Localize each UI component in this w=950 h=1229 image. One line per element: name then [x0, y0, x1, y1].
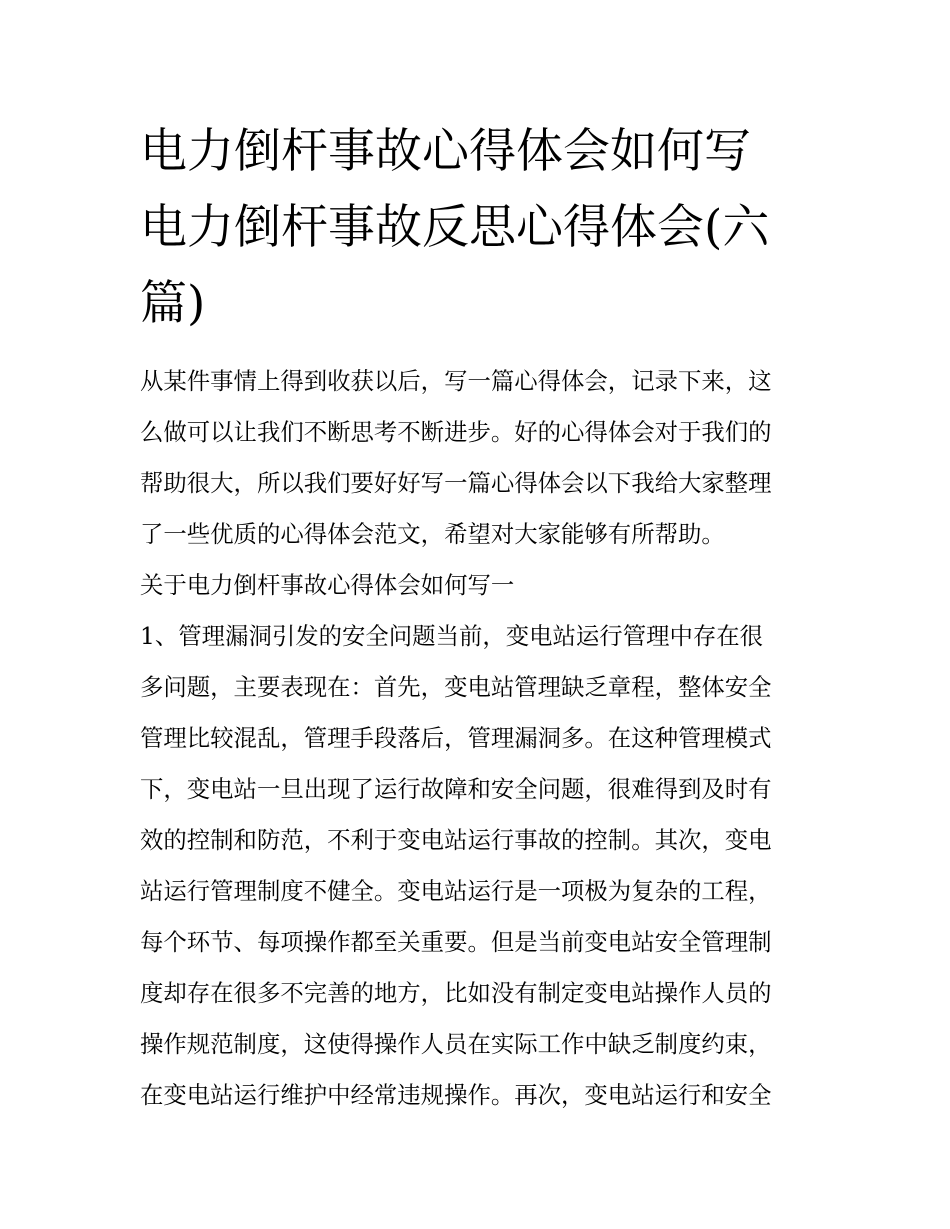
section-heading [140, 560, 815, 611]
text-line: 每个环节、每项操作都至关重要。但是当前变电站安全管理制 [140, 928, 772, 956]
text-line: 管理比较混乱，管理手段落后，管理漏洞多。在这种管理模式 [140, 724, 772, 752]
text-line: 么做可以让我们不断思考不断进步。好的心得体会对于我们的 [140, 418, 772, 446]
text-line: 从某件事情上得到收获以后，写一篇心得体会，记录下来，这 [140, 367, 772, 395]
text-line: 多问题，主要表现在：首先，变电站管理缺乏章程，整体安全 [140, 673, 772, 701]
text-line: 下，变电站一旦出现了运行故障和安全问题，很难得到及时有 [140, 775, 772, 803]
text-line: 效的控制和防范，不利于变电站运行事故的控制。其次，变电 [140, 826, 772, 854]
text-line: 度却存在很多不完善的地方，比如没有制定变电站操作人员的 [140, 979, 772, 1007]
document-page [140, 114, 815, 1121]
intro-paragraph [140, 356, 815, 560]
text-line: 帮助很大，所以我们要好好写一篇心得体会以下我给大家整理 [140, 469, 772, 497]
title-line: 篇) [140, 276, 206, 331]
text-line: 1、管理漏洞引发的安全问题当前，变电站运行管理中存在很 [140, 622, 764, 650]
text-line: 操作规范制度，这使得操作人员在实际工作中缺乏制度约束， [140, 1030, 772, 1058]
title-line: 电力倒杆事故心得体会如何写 [140, 124, 751, 179]
text-line: 站运行管理制度不健全。变电站运行是一项极为复杂的工程， [140, 877, 772, 905]
title-line: 电力倒杆事故反思心得体会(六 [140, 200, 770, 255]
section-paragraph [140, 611, 815, 1121]
document-body [140, 356, 815, 1121]
text-line: 了一些优质的心得体会范文，希望对大家能够有所帮助。 [140, 520, 725, 548]
text-line: 关于电力倒杆事故心得体会如何写一 [140, 571, 515, 599]
document-title [140, 114, 815, 342]
text-line: 在变电站运行维护中经常违规操作。再次，变电站运行和安全 [140, 1081, 772, 1109]
